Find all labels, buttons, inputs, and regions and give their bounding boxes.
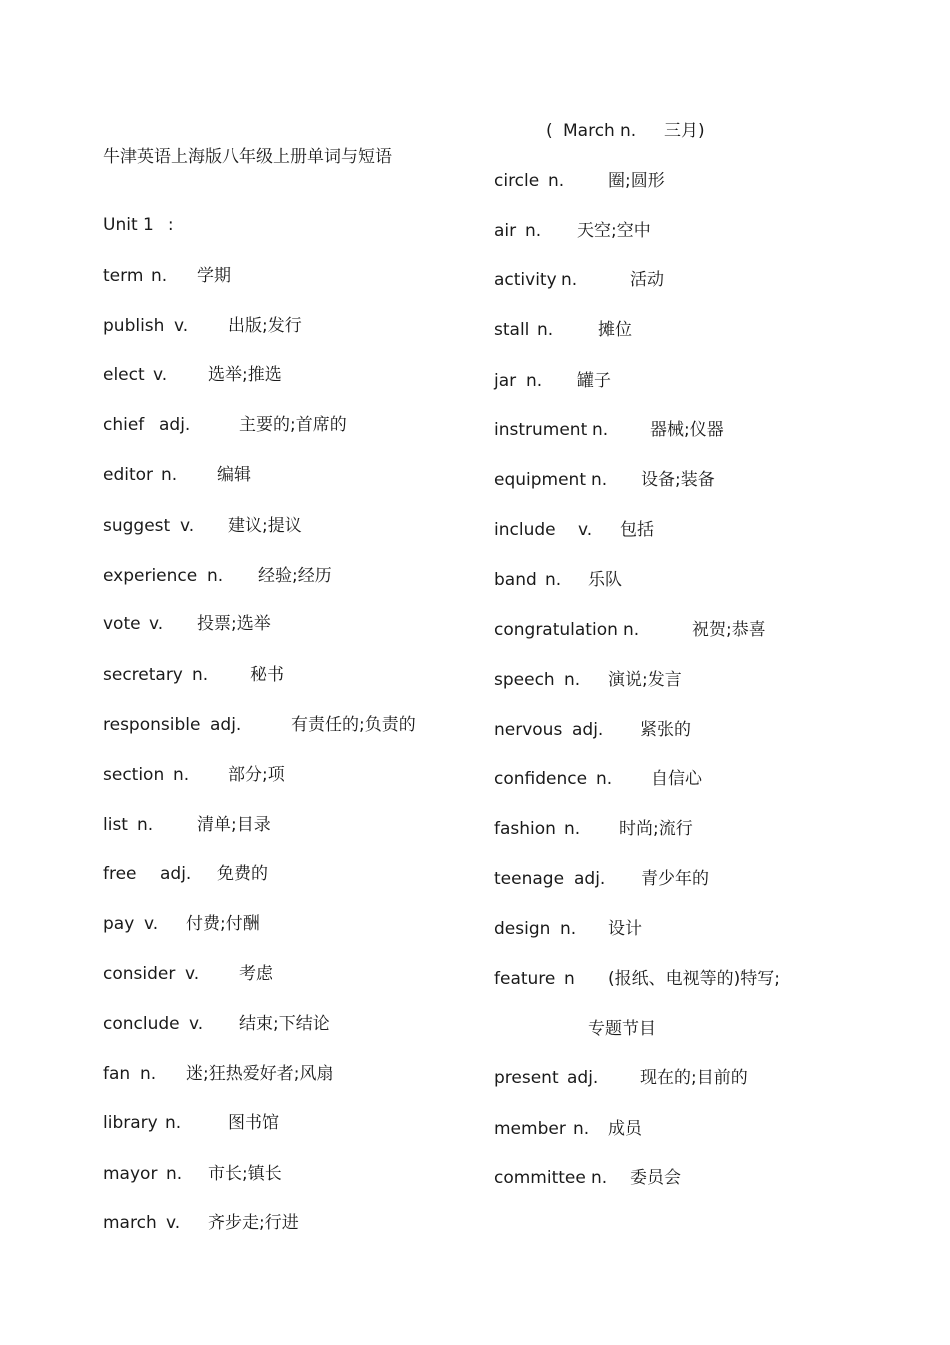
- entry-word: member: [494, 1119, 566, 1139]
- entry-part-of-speech: v.: [578, 520, 593, 540]
- entry-part-of-speech: n.: [561, 270, 578, 290]
- unit-colon: :: [167, 215, 174, 235]
- entry-word: air: [494, 221, 517, 241]
- entry-part-of-speech: n.: [207, 566, 224, 586]
- entry-part-of-speech: v.: [144, 914, 159, 934]
- entry-part-of-speech: n.: [564, 670, 581, 690]
- entry-word: stall: [494, 320, 530, 340]
- entry-meaning: 编辑: [217, 465, 251, 485]
- entry-meaning: 选举;推选: [208, 365, 282, 385]
- entry-word: section: [103, 765, 165, 785]
- entry-part-of-speech: n.: [560, 919, 577, 939]
- entry-word: instrument: [494, 420, 588, 440]
- note-pos: n.: [620, 121, 637, 141]
- entry-meaning: 部分;项: [228, 765, 285, 785]
- entry-word: circle: [494, 171, 540, 191]
- entry-part-of-speech: v.: [189, 1014, 204, 1034]
- entry-part-of-speech: v.: [153, 365, 168, 385]
- note-word: March: [563, 121, 615, 141]
- entry-word: suggest: [103, 516, 171, 536]
- entry-meaning: 考虑: [239, 964, 273, 984]
- page-title: 牛津英语上海版八年级上册单词与短语: [103, 147, 392, 167]
- entry-word: list: [103, 815, 128, 835]
- entry-meaning: 付费;付酬: [186, 914, 260, 934]
- entry-word: responsible: [103, 715, 201, 735]
- entry-part-of-speech: n.: [564, 819, 581, 839]
- entry-meaning: 成员: [608, 1119, 642, 1139]
- entry-word: secretary: [103, 665, 183, 685]
- entry-part-of-speech: adj.: [159, 415, 191, 435]
- entry-part-of-speech: adj.: [210, 715, 242, 735]
- entry-word: confidence: [494, 769, 588, 789]
- entry-word: free: [103, 864, 137, 884]
- entry-part-of-speech: adj.: [160, 864, 192, 884]
- entry-word: march: [103, 1213, 157, 1233]
- entry-word: include: [494, 520, 556, 540]
- entry-meaning: 圈;圆形: [608, 171, 665, 191]
- entry-meaning: 天空;空中: [577, 221, 651, 241]
- entry-part-of-speech: n.: [591, 470, 608, 490]
- entry-meaning: 设计: [608, 919, 642, 939]
- entry-meaning-continuation: 专题节目: [588, 1019, 656, 1039]
- entry-word: nervous: [494, 720, 563, 740]
- unit-heading: [103, 215, 174, 235]
- entry-meaning: 紧张的: [640, 720, 691, 740]
- entry-word: feature: [494, 969, 556, 989]
- entry-meaning: 秘书: [250, 665, 284, 685]
- entry-part-of-speech: n.: [591, 1168, 608, 1188]
- entry-part-of-speech: adj.: [574, 869, 606, 889]
- entry-word: conclude: [103, 1014, 180, 1034]
- entry-word: equipment: [494, 470, 586, 490]
- entry-meaning: 罐子: [577, 371, 611, 391]
- entry-part-of-speech: n.: [165, 1113, 182, 1133]
- entry-meaning: 设备;装备: [641, 470, 715, 490]
- entry-part-of-speech: adj.: [572, 720, 604, 740]
- entry-part-of-speech: n: [564, 969, 575, 989]
- entry-meaning: 摊位: [598, 320, 632, 340]
- entry-word: pay: [103, 914, 135, 934]
- entry-word: elect: [103, 365, 145, 385]
- entry-meaning: 结束;下结论: [239, 1014, 330, 1034]
- entry-word: present: [494, 1068, 559, 1088]
- entry-part-of-speech: n.: [140, 1064, 157, 1084]
- unit-label: Unit 1: [103, 215, 154, 235]
- entry-meaning: 乐队: [588, 570, 622, 590]
- entry-meaning: 清单;目录: [197, 815, 271, 835]
- entry-word: band: [494, 570, 537, 590]
- entry-meaning: 学期: [197, 266, 231, 286]
- entry-meaning: (报纸、电视等的)特写;: [608, 969, 780, 989]
- entry-meaning: 有责任的;负责的: [291, 715, 416, 735]
- entry-meaning: 经验;经历: [258, 566, 332, 586]
- entry-meaning: 青少年的: [641, 869, 709, 889]
- entry-part-of-speech: n.: [192, 665, 209, 685]
- entry-word: publish: [103, 316, 165, 336]
- entry-meaning: 建议;提议: [228, 516, 302, 536]
- entry-part-of-speech: n.: [525, 221, 542, 241]
- entry-part-of-speech: n.: [137, 815, 154, 835]
- entry-word: teenage: [494, 869, 565, 889]
- entry-meaning: 活动: [630, 270, 664, 290]
- entry-part-of-speech: v.: [180, 516, 195, 536]
- entry-meaning: 自信心: [651, 769, 702, 789]
- entry-meaning: 市长;镇长: [208, 1164, 282, 1184]
- entry-word: editor: [103, 465, 154, 485]
- entry-part-of-speech: n.: [151, 266, 168, 286]
- entry-word: fashion: [494, 819, 556, 839]
- note-open-paren: (: [546, 121, 553, 141]
- entry-word: chief: [103, 415, 145, 435]
- entry-part-of-speech: n.: [173, 765, 190, 785]
- entry-meaning: 现在的;目前的: [640, 1068, 748, 1088]
- entry-part-of-speech: n.: [166, 1164, 183, 1184]
- entry-word: term: [103, 266, 144, 286]
- entry-word: consider: [103, 964, 176, 984]
- entry-meaning: 器械;仪器: [650, 420, 724, 440]
- entry-meaning: 演说;发言: [608, 670, 682, 690]
- entry-part-of-speech: n.: [545, 570, 562, 590]
- entry-meaning: 齐步走;行进: [208, 1213, 299, 1233]
- entry-part-of-speech: n.: [623, 620, 640, 640]
- entry-word: mayor: [103, 1164, 158, 1184]
- entry-part-of-speech: v.: [166, 1213, 181, 1233]
- entry-word: speech: [494, 670, 555, 690]
- note-meaning: 三月): [664, 121, 705, 141]
- entry-word: congratulation: [494, 620, 618, 640]
- entry-meaning: 免费的: [217, 864, 268, 884]
- entry-part-of-speech: n.: [573, 1119, 590, 1139]
- entry-meaning: 委员会: [630, 1168, 681, 1188]
- entry-part-of-speech: adj.: [567, 1068, 599, 1088]
- entry-word: committee: [494, 1168, 586, 1188]
- entry-part-of-speech: n.: [596, 769, 613, 789]
- entry-part-of-speech: n.: [161, 465, 178, 485]
- entry-word: design: [494, 919, 551, 939]
- entry-part-of-speech: n.: [592, 420, 609, 440]
- entry-meaning: 迷;狂热爱好者;风扇: [186, 1064, 334, 1084]
- entry-meaning: 投票;选举: [197, 614, 271, 634]
- entry-word: fan: [103, 1064, 131, 1084]
- entry-part-of-speech: v.: [174, 316, 189, 336]
- entry-meaning: 时尚;流行: [619, 819, 693, 839]
- entry-word: jar: [494, 371, 517, 391]
- entry-word: experience: [103, 566, 198, 586]
- entry-meaning: 包括: [620, 520, 654, 540]
- entry-word: library: [103, 1113, 158, 1133]
- entry-part-of-speech: v.: [185, 964, 200, 984]
- entry-part-of-speech: n.: [526, 371, 543, 391]
- entry-part-of-speech: v.: [149, 614, 164, 634]
- entry-word: activity: [494, 270, 557, 290]
- entry-part-of-speech: n.: [548, 171, 565, 191]
- entry-part-of-speech: n.: [537, 320, 554, 340]
- entry-meaning: 主要的;首席的: [239, 415, 347, 435]
- entry-meaning: 图书馆: [228, 1113, 279, 1133]
- entry-meaning: 祝贺;恭喜: [692, 620, 766, 640]
- entry-meaning: 出版;发行: [228, 316, 302, 336]
- entry-word: vote: [103, 614, 141, 634]
